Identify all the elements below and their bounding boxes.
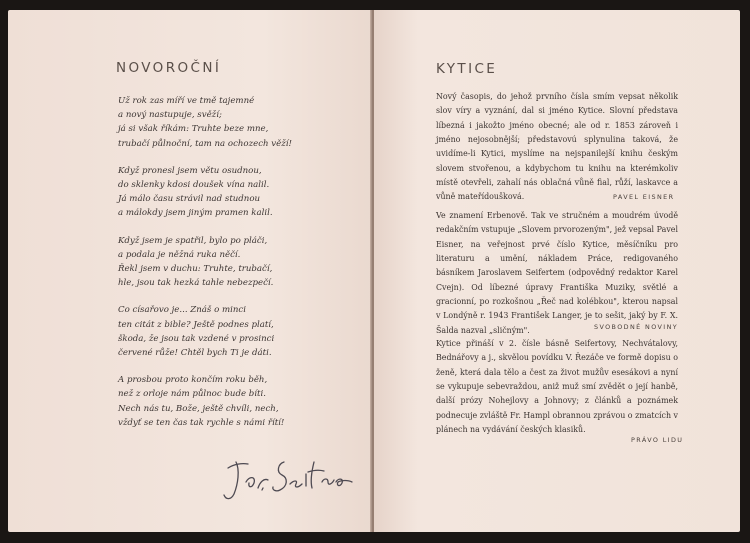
review-text: Nový časopis, do jehož prvního čísla smím vepsat několik slov víry a vyznání, dal si jméno Kytice. Slovní představa líbezná i jakožto jméno obecné; ale od r. 1853 zároveň i jméno nejosobnější; představovú splynulina taková, že uvidíme-li Kytici, myslíme na nejspanilejší knihu českým slovem stvořenou, a kdybychom tu knihu na kterémkoliv místě otevřeli, zahalí nás oblačná vůně fial, růží, laskavce a vůně mateřídoušková. xyxy=(436,92,678,202)
handwritten-signature xyxy=(218,450,358,505)
stanza xyxy=(118,94,368,151)
poem-line: Řekl jsem v duchu: Truhte, trubačí, xyxy=(118,264,273,275)
right-page xyxy=(374,10,740,532)
poem-line: a málokdy jsem jiným pramen kalil. xyxy=(118,208,273,219)
poem-line: ten citát z bible? Ještě podnes platí, xyxy=(118,319,274,330)
poem-title: NOVOROČNÍ xyxy=(116,60,222,76)
poem-line: škoda, že jsou tak vzdené v prosinci xyxy=(118,333,275,344)
poem-line: Já málo času strávil nad studnou xyxy=(118,194,261,205)
stanza xyxy=(118,164,368,221)
review-paragraph xyxy=(436,209,678,338)
poem-line: Když jsem je spatřil, bylo po pláči, xyxy=(118,235,268,246)
poem-line: a podala je něžná ruka něčí. xyxy=(118,249,241,260)
article-title: KYTICE xyxy=(436,61,498,77)
poem-line: než z orloje nám půlnoc bude bíti. xyxy=(118,389,266,400)
poem-line: vždyť se ten čas tak rychle s námi řítí! xyxy=(118,417,285,428)
review-paragraph xyxy=(436,337,678,437)
stanza xyxy=(118,234,368,291)
poem-line: trubačí půlnoční, tam na ochozech věží! xyxy=(118,138,292,149)
poem-line: červené růže! Chtěl bych Ti je dáti. xyxy=(118,348,272,359)
review-text: Ve znamení Erbenově. Tak ve stručném a moudrém úvodě redakčním vstupuje „Slovem prvorozeným", jež vepsal Pavel Eisner, na veřejnost prvé číslo Kytice, měsíčníku pro literaturu a umění, nákladem Práce, redigovaného básníkem Jaroslavem Seifertem (odpovědný redaktor Karel Cvejn). Od líbezné úpravy Františka Muziky, světlé a gracionní, po rozkošnou „Řeč nad kolébkou", kterou napsal v Londýně r. 1943 František Langer, je to sešit, jaký by F. X. Šalda nazval „sličným". xyxy=(436,211,678,335)
stanza xyxy=(118,373,368,430)
poem-line: já si však říkám: Truhte beze mne, xyxy=(118,124,269,135)
poem-line: do sklenky kdosi doušek vína nalil. xyxy=(118,180,270,191)
poem-line: a nový nastupuje, svěží; xyxy=(118,110,222,121)
review-source: SVOBODNÉ NOVINY xyxy=(594,323,679,331)
poem-line: Už rok zas míří ve tmě tajemné xyxy=(118,96,255,106)
poem-line: Nech nás tu, Bože, ještě chvíli, nech, xyxy=(118,403,279,414)
poem-line: Co císařovo je... Znáš o minci xyxy=(118,305,246,316)
poem-line: Když pronesl jsem větu osudnou, xyxy=(118,165,262,176)
poem xyxy=(118,94,368,443)
poem-line: A prosbou proto končím roku běh, xyxy=(118,375,268,386)
poem-line: hle, jsou tak hezká tahle nebezpečí. xyxy=(118,278,274,289)
review-text: Kytice přináší v 2. čísle básně Seifertovy, Nechvátalovy, Bednářovy a j., skvělou povídku V. Řezáče ve formě dopisu o ženě, která dala tělo a čest za život mužův esesákovi a nyní se vykupuje sebevraždou, aniž muž smí zvědět o její hanbě, další prózy Nohejlovy a Johnovy; z článků a poznámek podnecuje zvláště Fr. Hampl obrannou zprávou o zmatcích v plánech na vydávání českých klasiků. xyxy=(436,339,678,435)
review-paragraph xyxy=(436,90,678,205)
review-source: PAVEL EISNER xyxy=(613,193,675,201)
left-page xyxy=(8,10,372,532)
stanza xyxy=(118,303,368,360)
review-source: PRÁVO LIDU xyxy=(631,436,684,444)
